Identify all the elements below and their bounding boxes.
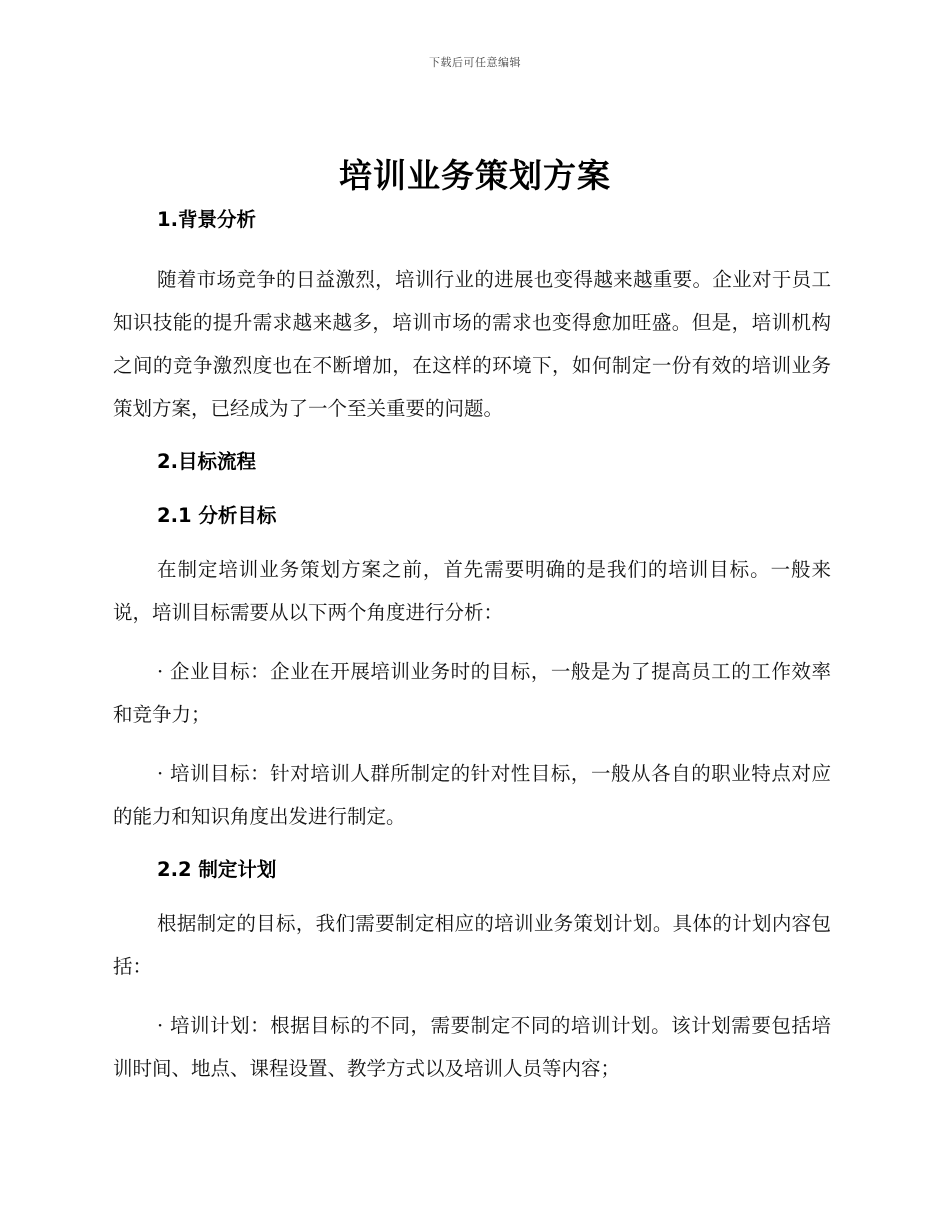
paragraph-analyze-goals: 在制定培训业务策划方案之前，首先需要明确的是我们的培训目标。一般来说，培训目标需要从以下两个角度进行分析：: [113, 558, 831, 624]
section-heading-goal-process: 2.目标流程: [157, 450, 256, 473]
paragraph-background: 随着市场竞争的日益激烈，培训行业的进展也变得越来越重要。企业对于员工知识技能的提升需求越来越多，培训市场的需求也变得愈加旺盛。但是，培训机构之间的竞争激烈度也在不断增加，在这样的环境下，如何制定一份有效的培训业务策划方案，已经成为了一个至关重要的问题。: [113, 268, 831, 420]
subsection-heading-make-plan: 2.2 制定计划: [157, 858, 277, 881]
bullet-training-plan: · 培训计划：根据目标的不同，需要制定不同的培训计划。该计划需要包括培训时间、地点、课程设置、教学方式以及培训人员等内容；: [113, 1014, 831, 1080]
section-heading-background: 1.背景分析: [157, 208, 256, 231]
document-title: 培训业务策划方案: [339, 156, 611, 195]
bullet-training-goal: · 培训目标：针对培训人群所制定的针对性目标，一般从各自的职业特点对应的能力和知识角度出发进行制定。: [113, 762, 831, 828]
document-body: [113, 204, 831, 1090]
paragraph-make-plan: 根据制定的目标，我们需要制定相应的培训业务策划计划。具体的计划内容包括：: [113, 912, 831, 978]
subsection-heading-analyze-goals: 2.1 分析目标: [157, 504, 277, 527]
bullet-enterprise-goal: · 企业目标：企业在开展培训业务时的目标，一般是为了提高员工的工作效率和竞争力；: [113, 660, 831, 726]
page-header-note: 下载后可任意编辑: [429, 56, 521, 69]
